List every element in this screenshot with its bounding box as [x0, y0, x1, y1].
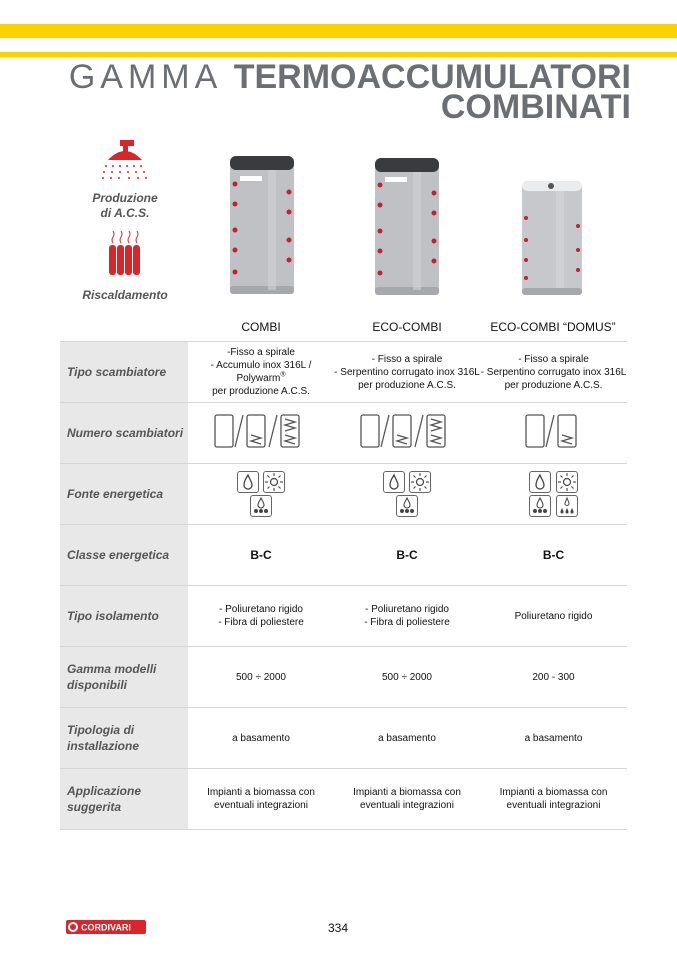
- cell-eco-combi-domus: B-C: [480, 525, 627, 586]
- cell-eco-combi: 500 ÷ 2000: [334, 647, 480, 708]
- tank-eco-combi-domus-image: [520, 178, 584, 298]
- table-row: [60, 769, 627, 830]
- cell-eco-combi: [334, 464, 480, 525]
- shower-icon: [100, 138, 150, 186]
- cell-combi: a basamento: [188, 708, 334, 769]
- table-row: [60, 525, 627, 586]
- title-light: GAMMA: [68, 58, 223, 96]
- solar-icon: [556, 471, 578, 493]
- row-label-numero-scambiatori: Numero scambiatori: [60, 403, 188, 464]
- cell-combi: B-C: [188, 525, 334, 586]
- cell-eco-combi-domus: [480, 403, 627, 464]
- top-yellow-stripe: [0, 24, 677, 38]
- heat-pump-icon: [556, 495, 578, 517]
- cordivari-logo: [66, 920, 146, 939]
- solar-icon: [263, 471, 285, 493]
- heating-label: Riscaldamento: [82, 288, 168, 302]
- exchanger-config-icon: [359, 411, 455, 451]
- title-bold-2: COMBINATI: [440, 88, 631, 126]
- row-label-tipo-isolamento: Tipo isolamento: [60, 586, 188, 647]
- gas-flame-icon: [383, 471, 405, 493]
- row-label-gamma-modelli: Gamma modelli disponibili: [60, 647, 188, 708]
- table-row: [60, 464, 627, 525]
- cell-combi: - Poliuretano rigido - Fibra di poliestere: [188, 586, 334, 647]
- tank-combi-image: [228, 152, 296, 298]
- table-row: [60, 403, 627, 464]
- cell-eco-combi: B-C: [334, 525, 480, 586]
- gas-flame-icon: [237, 471, 259, 493]
- page-number: 334: [328, 921, 349, 935]
- row-label-applicazione: Applicazione suggerita: [60, 769, 188, 830]
- cell-combi: [188, 403, 334, 464]
- row-label-classe-energetica: Classe energetica: [60, 525, 188, 586]
- column-header-eco-combi: ECO-COMBI: [372, 320, 442, 334]
- row-label-fonte-energetica: Fonte energetica: [60, 464, 188, 525]
- cell-eco-combi: - Fisso a spirale - Serpentino corrugato inox 316L per produzione A.C.S.: [334, 342, 480, 403]
- solar-icon: [409, 471, 431, 493]
- cell-eco-combi: [334, 403, 480, 464]
- title-bold-1: TERMOACCUMULATORI: [233, 58, 631, 96]
- cell-combi: 500 ÷ 2000: [188, 647, 334, 708]
- biomass-icon: [529, 495, 551, 517]
- cell-combi: -Fisso a spirale - Accumulo inox 316L / Polywarm® per produzione A.C.S.: [188, 342, 334, 403]
- cell-combi: [188, 464, 334, 525]
- table-row: [60, 708, 627, 769]
- column-header-combi: COMBI: [241, 320, 281, 334]
- row-label-tipo-scambiatore: Tipo scambiatore: [60, 342, 188, 403]
- cell-eco-combi-domus: a basamento: [480, 708, 627, 769]
- brand-text: CORDIVARI: [81, 922, 131, 933]
- cell-combi: Impianti a biomassa con eventuali integrazioni: [188, 769, 334, 830]
- row-label-tipologia-installazione: Tipologia di installazione: [60, 708, 188, 769]
- acs-label: Produzione di A.C.S.: [92, 191, 158, 220]
- radiator-icon: [105, 229, 145, 277]
- cell-eco-combi: - Poliuretano rigido - Fibra di poliestere: [334, 586, 480, 647]
- exchanger-config-icon: [213, 411, 309, 451]
- legend: [60, 138, 190, 303]
- column-header-eco-combi-domus: ECO-COMBI “DOMUS”: [490, 320, 616, 334]
- cell-eco-combi-domus: [480, 464, 627, 525]
- biomass-icon: [250, 495, 272, 517]
- exchanger-config-icon: [524, 411, 584, 451]
- gas-flame-icon: [529, 471, 551, 493]
- biomass-icon: [396, 495, 418, 517]
- page-title: [68, 58, 631, 126]
- table-row: [60, 342, 627, 403]
- cell-eco-combi: Impianti a biomassa con eventuali integrazioni: [334, 769, 480, 830]
- cell-eco-combi-domus: - Fisso a spirale - Serpentino corrugato inox 316L per produzione A.C.S.: [480, 342, 627, 403]
- top-yellow-line: [0, 52, 677, 57]
- tank-eco-combi-image: [373, 155, 441, 298]
- table-row: [60, 586, 627, 647]
- table-row: [60, 647, 627, 708]
- cell-eco-combi-domus: Poliuretano rigido: [480, 586, 627, 647]
- cell-eco-combi-domus: 200 - 300: [480, 647, 627, 708]
- cell-eco-combi-domus: Impianti a biomassa con eventuali integrazioni: [480, 769, 627, 830]
- cell-eco-combi: a basamento: [334, 708, 480, 769]
- spec-table: [60, 341, 627, 830]
